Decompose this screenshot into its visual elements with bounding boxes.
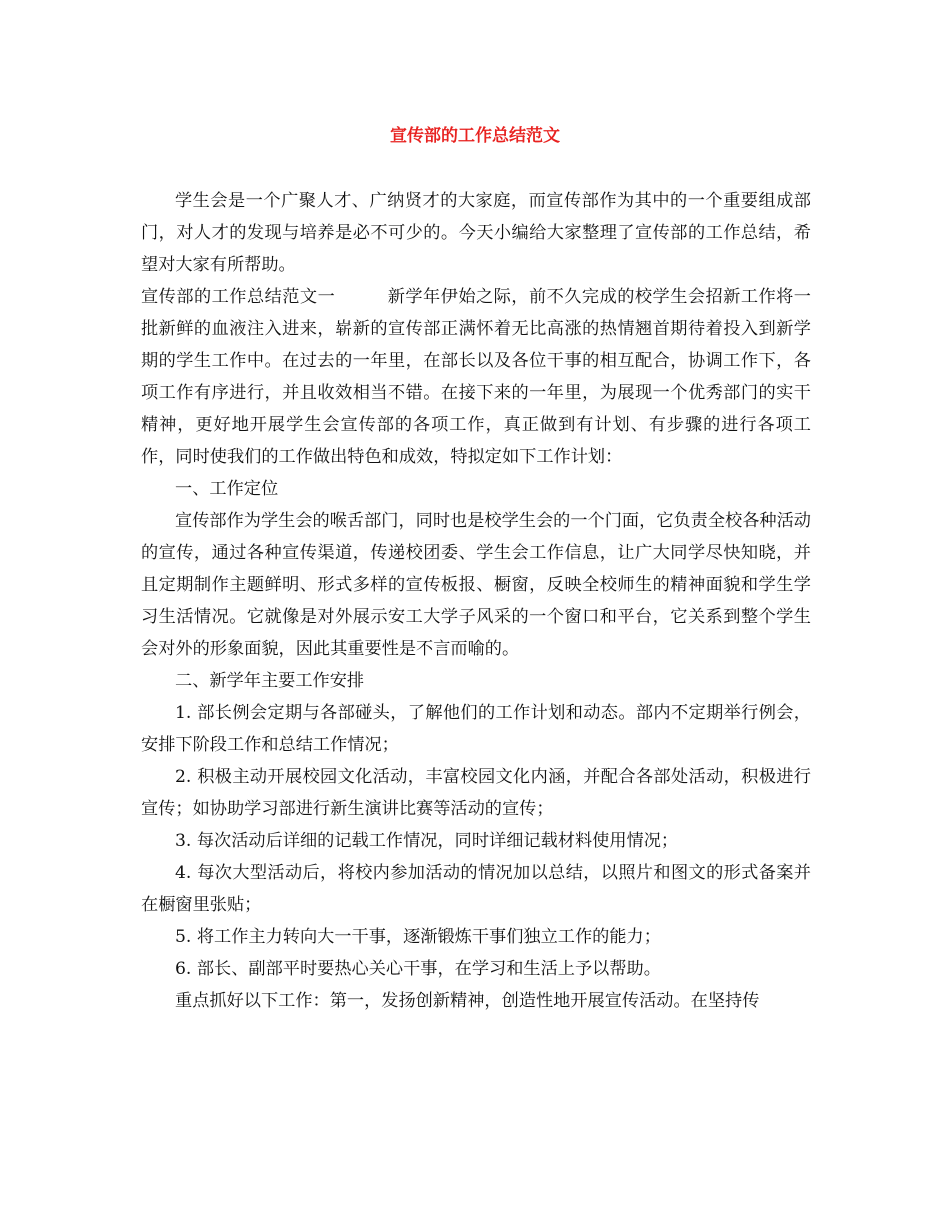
section-intro: 新学年伊始之际，前不久完成的校学生会招新工作将一批新鲜的血液注入进来，崭新的宣传部正满怀着无比高涨的热情翘首期待着投入到新学期的学生工作中。在过去的一年里，在部长以及各位干事的相互配合，协调工作下，各项工作有序进行，并且收效相当不错。在接下来的一年里，为展现一个优秀部门的实干精神，更好地开展学生会宣传部的各项工作，真正做到有计划、有步骤的进行各项工作，同时使我们的工作做出特色和成效，特拟定如下工作计划： — [141, 287, 811, 467]
list-item: 6. 部长、副部平时要热心关心干事，在学习和生活上予以帮助。 — [175, 959, 661, 979]
list-item: 5. 将工作主力转向大一干事，逐渐锻炼干事们独立工作的能力； — [175, 927, 661, 947]
part1-paragraph: 宣传部作为学生会的喉舌部门，同时也是校学生会的一个门面，它负责全校各种活动的宣传，通过各种宣传渠道，传递校团委、学生会工作信息，让广大同学尽快知晓，并且定期制作主题鲜明、形式多样的宣传板报、橱窗，反映全校师生的精神面貌和学生学习生活情况。它就像是对外展示安工大学子风采的一个窗口和平台，它关系到整个学生会对外的形象面貌，因此其重要性是不言而喻的。 — [141, 511, 811, 659]
part2-heading: 二、新学年主要工作安排 — [175, 671, 365, 691]
document-body — [141, 185, 811, 1017]
section-heading: 宣传部的工作总结范文一 — [141, 287, 336, 307]
part1-heading: 一、工作定位 — [175, 479, 279, 499]
intro-paragraph: 学生会是一个广聚人才、广纳贤才的大家庭，而宣传部作为其中的一个重要组成部门，对人才的发现与培养是必不可少的。今天小编给大家整理了宣传部的工作总结，希望对大家有所帮助。 — [141, 191, 811, 275]
list-item: 3. 每次活动后详细的记载工作情况，同时详细记载材料使用情况； — [175, 831, 679, 851]
list-item: 1. 部长例会定期与各部碰头，了解他们的工作计划和动态。部内不定期举行例会，安排下阶段工作和总结工作情况； — [141, 703, 811, 755]
section-paragraph — [141, 281, 811, 473]
document-title: 宣传部的工作总结范文 — [390, 126, 560, 146]
closing-paragraph: 重点抓好以下工作：第一，发扬创新精神，创造性地开展宣传活动。在坚持传 — [175, 991, 760, 1011]
list-item: 4. 每次大型活动后，将校内参加活动的情况加以总结，以照片和图文的形式备案并在橱窗里张贴； — [141, 863, 811, 915]
list-item: 2. 积极主动开展校园文化活动，丰富校园文化内涵，并配合各部处活动，积极进行宣传；如协助学习部进行新生演讲比赛等活动的宣传； — [141, 767, 811, 819]
